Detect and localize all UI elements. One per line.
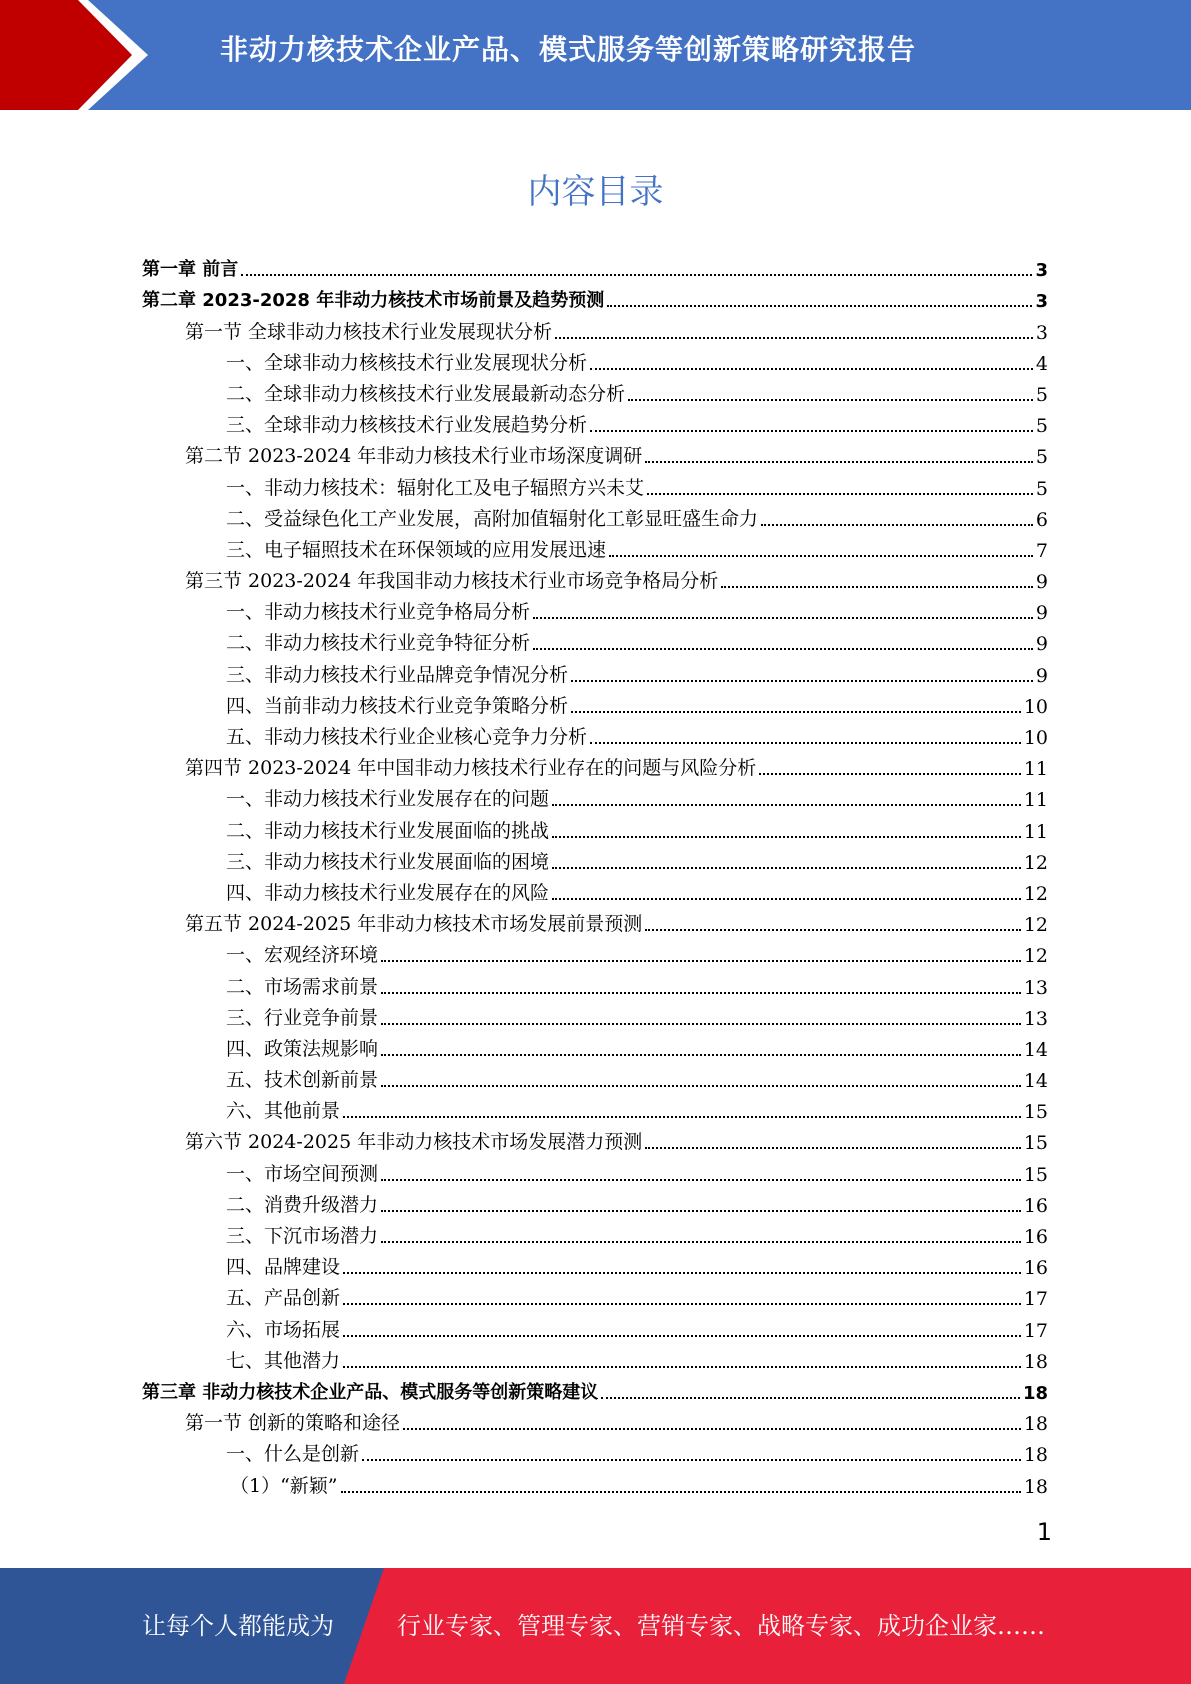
- toc-entry[interactable]: [142, 1251, 1048, 1282]
- toc-heading: 内容目录: [527, 172, 664, 212]
- toc-entry-title: 第二节 2023-2024 年非动力核技术行业市场深度调研: [185, 445, 643, 468]
- toc-entry[interactable]: [142, 908, 1048, 939]
- toc-dot-leader: [645, 1147, 1021, 1149]
- toc-dot-leader: [343, 1366, 1021, 1368]
- toc-dot-leader: [533, 617, 1033, 619]
- toc-entry[interactable]: [142, 658, 1048, 689]
- toc-dot-leader: [341, 1491, 1021, 1493]
- toc-dot-leader: [555, 337, 1033, 339]
- toc-entry-title: 一、宏观经济环境: [226, 944, 379, 967]
- toc-entry-title: 四、政策法规影响: [226, 1037, 379, 1060]
- toc-entry-page: 18: [1022, 1382, 1048, 1404]
- toc-entry-title: 四、非动力核技术行业发展存在的风险: [226, 881, 550, 904]
- toc-entry[interactable]: [142, 1126, 1048, 1157]
- toc-dot-leader: [601, 1397, 1020, 1399]
- toc-entry-page: 5: [1035, 383, 1048, 406]
- toc-entry-page: 7: [1035, 539, 1048, 562]
- toc-entry-title: 六、其他前景: [226, 1100, 341, 1123]
- toc-entry-page: 9: [1035, 633, 1048, 656]
- table-of-contents: [142, 253, 1048, 1501]
- toc-entry-title: 第六节 2024-2025 年非动力核技术市场发展潜力预测: [185, 1131, 643, 1154]
- toc-entry-page: 9: [1035, 602, 1048, 625]
- toc-entry-page: 5: [1035, 415, 1048, 438]
- toc-entry[interactable]: [142, 471, 1048, 502]
- toc-entry[interactable]: [142, 378, 1048, 409]
- toc-entry[interactable]: [142, 1095, 1048, 1126]
- footer-slogan-right: 行业专家、管理专家、营销专家、战略专家、成功企业家……: [397, 1612, 1045, 1640]
- toc-entry[interactable]: [142, 1313, 1048, 1344]
- toc-entry[interactable]: [142, 347, 1048, 378]
- toc-entry[interactable]: [142, 1220, 1048, 1251]
- toc-entry[interactable]: [142, 939, 1048, 970]
- toc-dot-leader: [628, 399, 1033, 401]
- toc-entry[interactable]: [142, 1002, 1048, 1033]
- toc-entry[interactable]: [142, 1064, 1048, 1095]
- report-footer: [0, 1568, 1191, 1684]
- toc-entry-title: 五、非动力核技术行业企业核心竞争力分析: [226, 726, 588, 748]
- toc-entry[interactable]: [142, 1407, 1048, 1438]
- toc-entry[interactable]: [142, 783, 1048, 814]
- toc-dot-leader: [343, 1116, 1021, 1118]
- toc-dot-leader: [552, 836, 1021, 838]
- toc-dot-leader: [645, 461, 1033, 463]
- toc-entry-page: 10: [1023, 695, 1048, 718]
- toc-entry-title: （1）“新颖”: [230, 1474, 338, 1497]
- toc-entry-title: 四、品牌建设: [226, 1256, 341, 1279]
- header-arrow-decoration: [0, 0, 220, 110]
- toc-entry[interactable]: [142, 1376, 1048, 1407]
- toc-entry[interactable]: [142, 253, 1048, 284]
- toc-entry-title: 六、市场拓展: [226, 1318, 341, 1341]
- toc-entry-page: 3: [1035, 291, 1048, 313]
- toc-dot-leader: [343, 1303, 1021, 1305]
- toc-entry[interactable]: [142, 1157, 1048, 1188]
- toc-dot-leader: [343, 1272, 1021, 1274]
- toc-entry-page: 18: [1023, 1444, 1048, 1467]
- toc-entry-page: 9: [1035, 571, 1048, 594]
- toc-entry-title: 第五节 2024-2025 年非动力核技术市场发展前景预测: [185, 913, 643, 936]
- toc-entry-page: 17: [1023, 1288, 1048, 1311]
- toc-entry-title: 七、其他潜力: [226, 1349, 341, 1372]
- toc-entry[interactable]: [142, 877, 1048, 908]
- toc-entry-title: 第四节 2023-2024 年中国非动力核技术行业存在的问题与风险分析: [185, 757, 757, 780]
- toc-entry-title: 一、全球非动力核核技术行业发展现状分析: [226, 351, 588, 374]
- toc-dot-leader: [759, 773, 1021, 775]
- footer-slogan-left: 让每个人都能成为: [142, 1612, 334, 1640]
- toc-entry-title: 第三节 2023-2024 年我国非动力核技术行业市场竞争格局分析: [185, 570, 719, 593]
- toc-entry[interactable]: [142, 846, 1048, 877]
- toc-entry-page: 15: [1023, 1101, 1048, 1124]
- toc-entry-title: 二、全球非动力核核技术行业发展最新动态分析: [226, 382, 626, 405]
- toc-entry-page: 10: [1023, 727, 1048, 749]
- toc-entry[interactable]: [142, 440, 1048, 471]
- toc-entry-page: 13: [1023, 976, 1048, 999]
- toc-entry-page: 15: [1023, 1163, 1048, 1186]
- toc-entry[interactable]: [142, 1345, 1048, 1376]
- toc-entry-page: 3: [1035, 260, 1048, 282]
- toc-entry[interactable]: [142, 1033, 1048, 1064]
- toc-entry-page: 12: [1023, 882, 1048, 905]
- toc-dot-leader: [609, 555, 1033, 557]
- toc-entry[interactable]: [142, 315, 1048, 346]
- toc-entry-page: 17: [1023, 1319, 1048, 1342]
- toc-dot-leader: [403, 1428, 1021, 1430]
- toc-entry[interactable]: [142, 814, 1048, 845]
- toc-entry-page: 16: [1023, 1226, 1048, 1248]
- toc-entry-page: 18: [1023, 1475, 1048, 1498]
- toc-entry-title: 四、当前非动力核技术行业竞争策略分析: [226, 694, 569, 717]
- toc-entry-page: 16: [1023, 1194, 1048, 1217]
- toc-dot-leader: [533, 648, 1033, 650]
- toc-entry-page: 9: [1035, 664, 1048, 687]
- toc-entry-page: 11: [1023, 789, 1048, 812]
- toc-entry-title: 三、电子辐照技术在环保领域的应用发展迅速: [226, 538, 607, 561]
- toc-entry[interactable]: [142, 752, 1048, 783]
- toc-dot-leader: [552, 804, 1021, 806]
- toc-dot-leader: [381, 1085, 1021, 1087]
- toc-entry-title: 一、什么是创新: [226, 1443, 360, 1466]
- toc-entry-title: 二、非动力核技术行业竞争特征分析: [226, 632, 531, 655]
- toc-entry[interactable]: [142, 1282, 1048, 1313]
- toc-entry-title: 五、技术创新前景: [226, 1069, 379, 1092]
- toc-entry-title: 一、市场空间预测: [226, 1162, 379, 1185]
- toc-dot-leader: [571, 711, 1021, 713]
- toc-entry-page: 15: [1023, 1132, 1048, 1155]
- toc-entry-title: 三、行业竞争前景: [226, 1006, 379, 1029]
- toc-entry-title: 第一章 前言: [142, 259, 239, 281]
- toc-entry[interactable]: [142, 627, 1048, 658]
- toc-entry-page: 5: [1035, 446, 1048, 469]
- toc-dot-leader: [721, 586, 1033, 588]
- toc-entry-page: 14: [1023, 1038, 1048, 1061]
- page-number: 1: [1036, 1518, 1052, 1546]
- toc-entry[interactable]: [142, 1438, 1048, 1469]
- toc-entry-title: 二、受益绿色化工产业发展，高附加值辐射化工彰显旺盛生命力: [226, 507, 759, 530]
- toc-entry-page: 14: [1023, 1070, 1048, 1093]
- toc-entry[interactable]: [142, 409, 1048, 440]
- toc-entry-title: 第三章 非动力核技术企业产品、模式服务等创新策略建议: [142, 1381, 599, 1403]
- toc-dot-leader: [381, 960, 1021, 962]
- toc-entry-page: 5: [1035, 477, 1048, 500]
- toc-dot-leader: [381, 1054, 1021, 1056]
- toc-entry-title: 三、非动力核技术行业品牌竞争情况分析: [226, 663, 569, 686]
- toc-entry-page: 18: [1023, 1413, 1048, 1436]
- toc-entry-page: 12: [1023, 914, 1048, 937]
- toc-entry[interactable]: [142, 1189, 1048, 1220]
- toc-entry[interactable]: [142, 970, 1048, 1001]
- toc-entry-page: 4: [1035, 352, 1048, 375]
- toc-entry-page: 6: [1035, 508, 1048, 531]
- toc-entry-title: 五、产品创新: [226, 1287, 341, 1310]
- toc-dot-leader: [241, 274, 1032, 276]
- toc-entry-title: 三、下沉市场潜力: [226, 1225, 379, 1247]
- toc-entry[interactable]: [142, 284, 1048, 315]
- toc-dot-leader: [381, 992, 1021, 994]
- toc-dot-leader: [381, 1241, 1021, 1243]
- toc-dot-leader: [381, 1210, 1021, 1212]
- toc-entry[interactable]: [142, 565, 1048, 596]
- toc-entry[interactable]: [142, 690, 1048, 721]
- toc-entry-title: 第一节 全球非动力核技术行业发展现状分析: [185, 320, 553, 343]
- report-title: 非动力核技术企业产品、模式服务等创新策略研究报告: [220, 33, 917, 66]
- report-header: [0, 0, 1191, 110]
- toc-entry-title: 一、非动力核技术：辐射化工及电子辐照方兴未艾: [226, 476, 645, 499]
- toc-entry-title: 三、全球非动力核核技术行业发展趋势分析: [226, 414, 588, 437]
- toc-entry-page: 12: [1023, 851, 1048, 874]
- toc-entry-title: 二、消费升级潜力: [226, 1193, 379, 1216]
- toc-dot-leader: [381, 1179, 1021, 1181]
- toc-entry[interactable]: [142, 721, 1048, 752]
- toc-entry-page: 11: [1023, 758, 1048, 781]
- toc-entry[interactable]: [142, 1469, 1048, 1500]
- toc-entry-page: 16: [1023, 1257, 1048, 1280]
- toc-dot-leader: [571, 680, 1033, 682]
- toc-dot-leader: [590, 368, 1033, 370]
- toc-entry[interactable]: [142, 596, 1048, 627]
- toc-entry-title: 二、非动力核技术行业发展面临的挑战: [226, 819, 550, 842]
- toc-entry-title: 一、非动力核技术行业发展存在的问题: [226, 788, 550, 811]
- toc-dot-leader: [343, 1335, 1021, 1337]
- toc-dot-leader: [607, 305, 1032, 307]
- toc-entry[interactable]: [142, 503, 1048, 534]
- toc-dot-leader: [645, 929, 1021, 931]
- toc-dot-leader: [381, 1023, 1021, 1025]
- toc-entry-title: 二、市场需求前景: [226, 975, 379, 998]
- toc-entry-title: 一、非动力核技术行业竞争格局分析: [226, 601, 531, 624]
- toc-entry-page: 12: [1023, 945, 1048, 968]
- toc-dot-leader: [362, 1459, 1021, 1461]
- toc-entry-title: 三、非动力核技术行业发展面临的困境: [226, 850, 550, 873]
- toc-dot-leader: [761, 524, 1033, 526]
- toc-entry-title: 第一节 创新的策略和途径: [185, 1412, 401, 1435]
- toc-entry-page: 11: [1023, 820, 1048, 843]
- toc-dot-leader: [590, 430, 1033, 432]
- toc-entry-title: 第二章 2023-2028 年非动力核技术市场前景及趋势预测: [142, 290, 605, 312]
- toc-entry-page: 3: [1035, 321, 1048, 344]
- toc-dot-leader: [552, 867, 1021, 869]
- toc-dot-leader: [647, 493, 1033, 495]
- toc-entry[interactable]: [142, 534, 1048, 565]
- toc-entry-page: 18: [1023, 1350, 1048, 1373]
- toc-dot-leader: [552, 898, 1021, 900]
- toc-entry-page: 13: [1023, 1007, 1048, 1030]
- toc-dot-leader: [590, 742, 1021, 744]
